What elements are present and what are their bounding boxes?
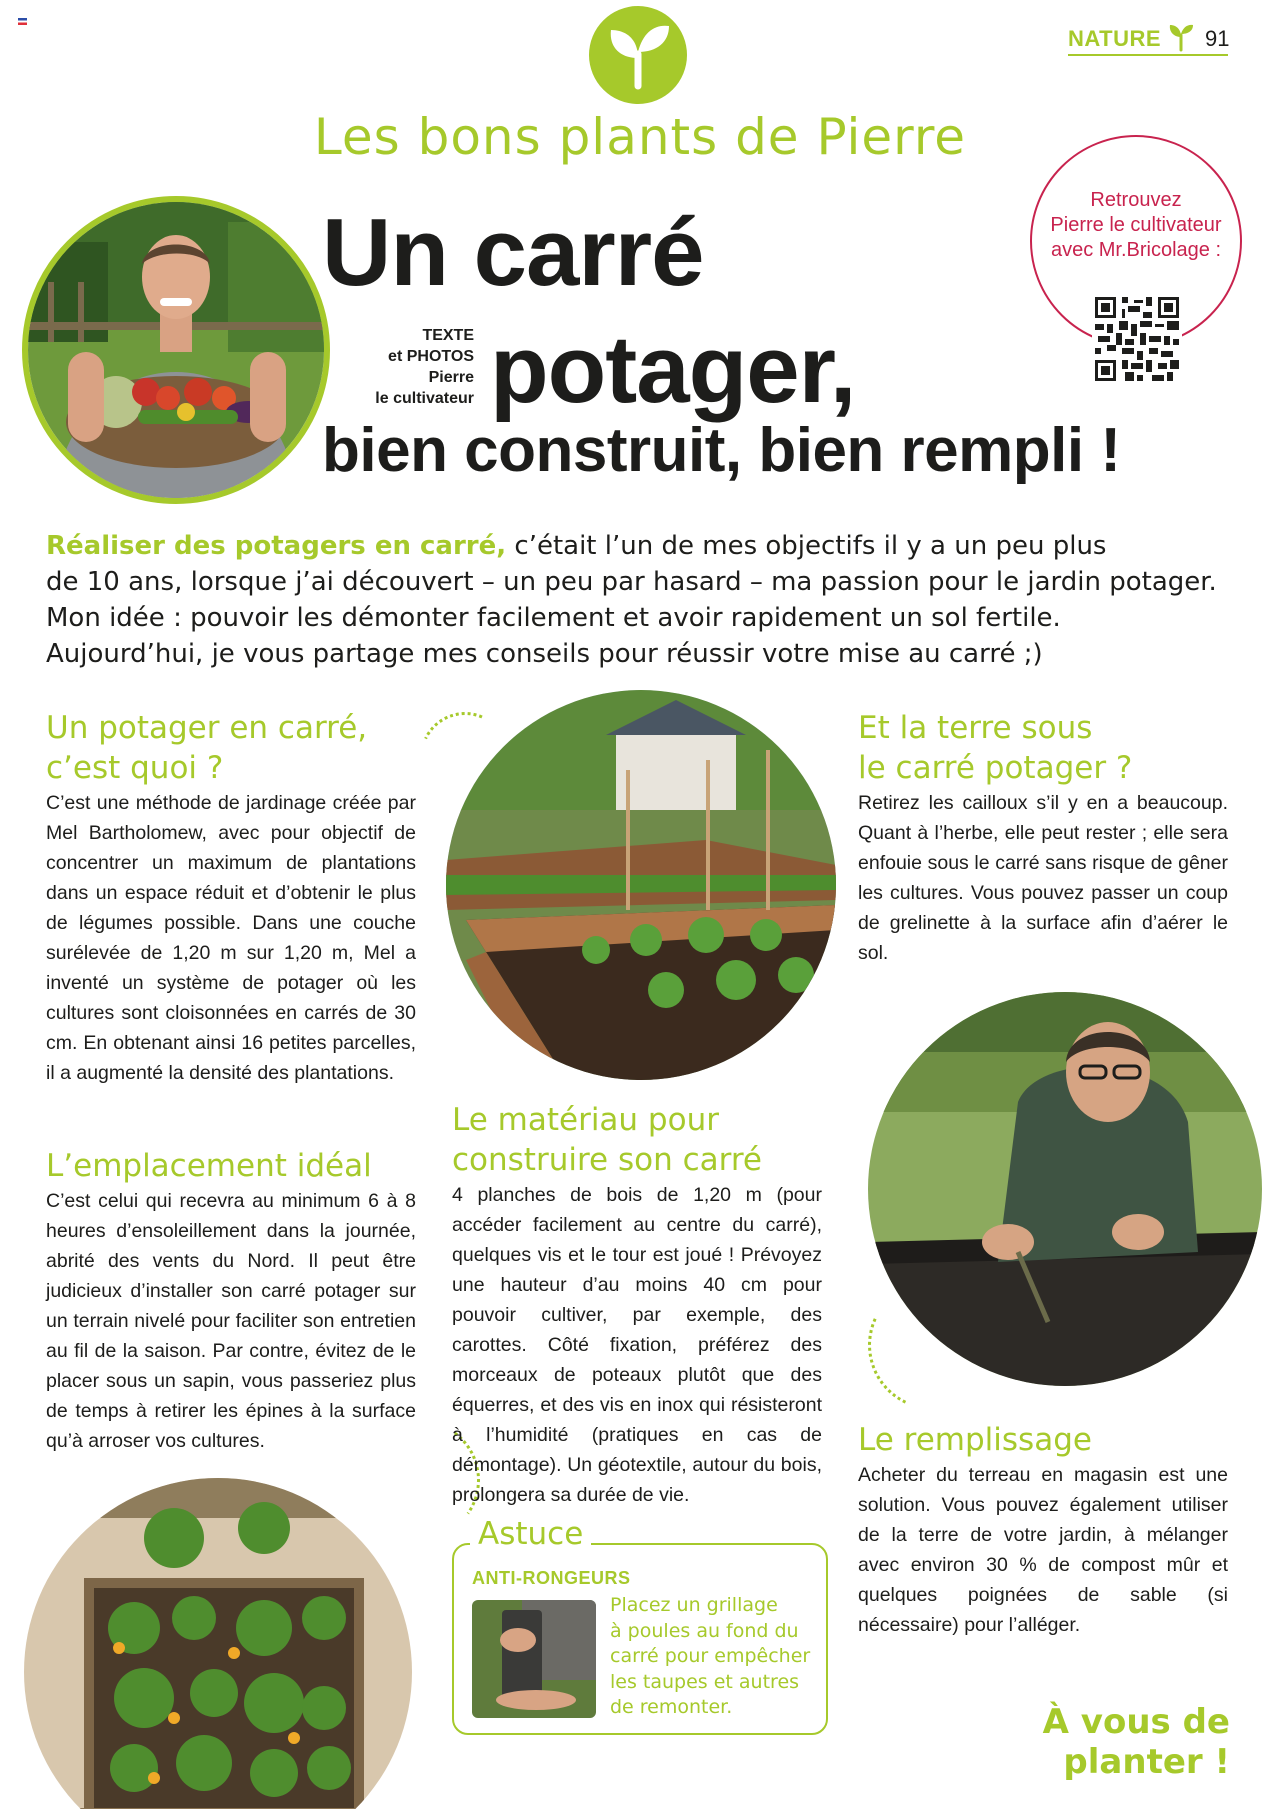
section-title-line: construire son carré: [452, 1142, 762, 1178]
raised-bed-photo: [24, 1478, 412, 1809]
section-title-what: [46, 708, 426, 788]
portrait-photo: [22, 196, 330, 504]
section-title-filling: Le remplissage: [858, 1422, 1092, 1458]
closing-line: À vous de planter !: [1042, 1702, 1230, 1782]
tip-line: de remonter.: [610, 1696, 733, 1718]
byline: [360, 325, 474, 409]
headline-subtitle: bien construit, bien rempli !: [322, 416, 1121, 485]
flag-icon: [18, 18, 27, 25]
section-title-line: Et la terre sous: [858, 710, 1093, 746]
promo-line: avec Mr.Bricolage :: [1050, 239, 1222, 261]
intro-paragraph: [46, 528, 1246, 672]
tip-line: carré pour empêcher: [610, 1645, 811, 1667]
intro-lead: Réaliser des potagers en carré,: [46, 531, 507, 561]
section-title-soil: [858, 708, 1238, 788]
wire-mesh-photo: [472, 1600, 596, 1718]
tip-title: Astuce: [470, 1516, 591, 1552]
byline-line: le cultivateur: [375, 390, 474, 407]
section-title-material: [452, 1100, 832, 1180]
headline-line-2: potager,: [490, 316, 856, 423]
intro-line-3: Mon idée : pouvoir les démonter facilement et avoir rapidement un sol fertile.: [46, 603, 1061, 633]
byline-line: Pierre: [428, 369, 474, 386]
byline-line: TEXTE: [422, 327, 474, 344]
series-title: Les bons plants de Pierre: [313, 108, 967, 166]
section-name: NATURE: [1068, 26, 1162, 51]
page-number: 91: [1205, 26, 1230, 51]
intro-line-4: Aujourd’hui, je vous partage mes conseils pour réussir votre mise au carré ;): [46, 639, 1043, 669]
section-tag: [1068, 22, 1228, 56]
tip-line: à poules au fond du: [610, 1619, 799, 1642]
sprout-logo-icon: [589, 6, 687, 104]
section-title-location: L’emplacement idéal: [46, 1148, 372, 1184]
section-text-material: 4 planches de bois de 1,20 m (pour accéder facilement au centre du carré), quelques vis et le tour est joué ! Prévoyez une hauteur d’au moins 40 cm pour pouvoir cultiver, par exemple, des carottes. Côté fixation, préférez des morceaux de poteaux plutôt que des équerres, et des vis en inox qui résisteront à l’humidité (pratiques en cas de démontage). Un géotextile, autour du bois, prolongera sa durée de vie.: [452, 1184, 822, 1506]
qr-code-icon[interactable]: [1092, 294, 1182, 384]
sprout-icon: [1166, 22, 1196, 52]
section-text-soil: Retirez les cailloux s’il y en a beaucoup. Quant à l’herbe, elle peut rester ; elle sera enfouie sous le carré sans risque de gêner les cultures. Vous pouvez passer un coup de grelinette à la surface afin d’aérer le sol.: [858, 792, 1228, 964]
tip-text: [610, 1593, 820, 1721]
section-text-location: C’est celui qui recevra au minimum 6 à 8 heures d’ensoleillement dans la journée, abrité des vents du Nord. Il peut être judicieux d’installer son carré potager sur un terrain nivelé pour faciliter son entretien au fil de la saison. Par contre, évitez de le placer sous un sapin, vous passeriez plus de temps à retirer les épines à la surface qu’à arroser vos cultures.: [46, 1190, 416, 1452]
section-text-what: C’est une méthode de jardinage créée par Mel Bartholomew, avec pour objectif de concentrer un maximum de plantations dans un espace réduit et d’obtenir le plus de légumes possible. Dans une couche surélevée de 1,20 m sur 1,20 m, Mel a inventé un système de potager où les cultures sont cloisonnées en carrés de 30 cm. En obtenant ainsi 16 petites parcelles, il a augmenté la densité des plantations.: [46, 792, 416, 1084]
headline-line-1: Un carré: [322, 199, 704, 306]
section-text-filling: Acheter du terreau en magasin est une solution. Vous pouvez également utiliser de la terre de votre jardin, à mélanger avec environ 30 % de compost mûr et quelques poignées de sable (si nécessaire) pour l’alléger.: [858, 1464, 1228, 1636]
intro-line: [46, 528, 1246, 564]
section-title-line: Un potager en carré,: [46, 710, 368, 746]
tip-subtitle: ANTI-RONGEURS: [472, 1568, 631, 1588]
section-title-line: c’est quoi ?: [46, 750, 224, 786]
tip-line: Placez un grillage: [610, 1594, 778, 1616]
promo-line: Pierre le cultivateur: [1050, 214, 1222, 236]
intro-line-2: de 10 ans, lorsque j’ai découvert – un peu par hasard – ma passion pour le jardin potager.: [46, 567, 1217, 597]
promo-line: Retrouvez: [1090, 189, 1182, 211]
promo-text: [1026, 188, 1246, 263]
section-title-line: Le matériau pour: [452, 1102, 719, 1138]
tip-line: les taupes et autres: [610, 1670, 800, 1693]
intro-line-1: c’était l’un de mes objectifs il y a un peu plus: [506, 531, 1107, 561]
section-title-line: le carré potager ?: [858, 750, 1133, 786]
garden-beds-photo: [446, 690, 836, 1080]
byline-line: et PHOTOS: [388, 348, 474, 365]
